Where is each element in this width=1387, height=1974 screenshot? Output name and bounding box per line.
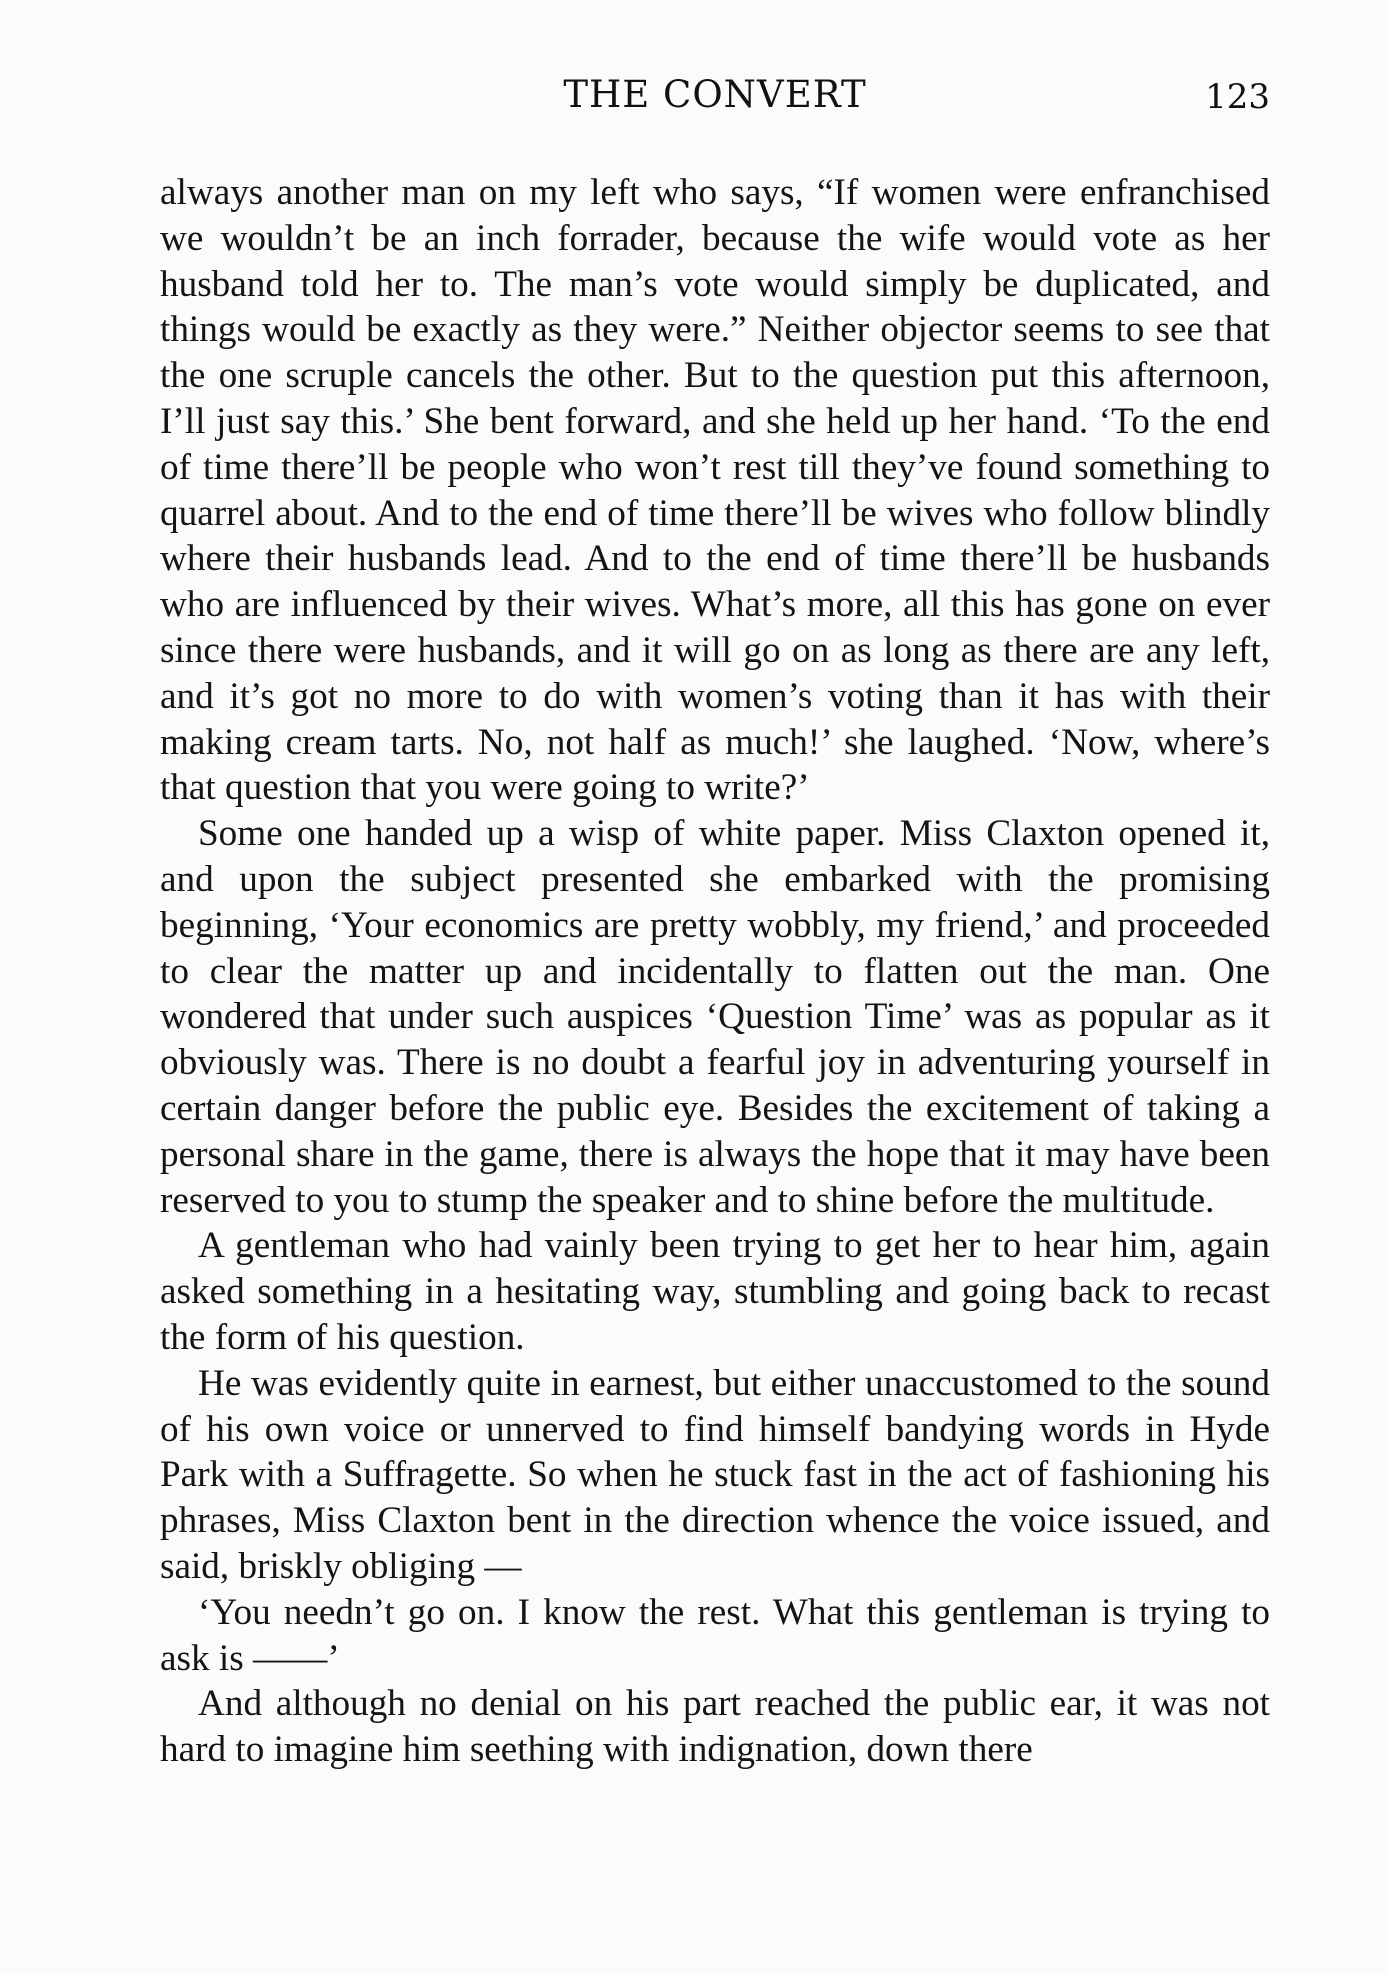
- paragraph-continued: always another man on my left who says, “If women were enfranchised we wouldn’t be an inch forrader, because the wife would vote as her husband told her to. The man’s vote would simply be duplicated, and things would be exactly as they were.” Neither objector seems to see that the one scruple cancels the other. But to the question put this afternoon, I’ll just say this.’ She bent forward, and she held up her hand. ‘To the end of time there’ll be people who won’t rest till they’ve found something to quarrel about. And to the end of time there’ll be wives who follow blindly where their husbands lead. And to the end of time there’ll be husbands who are influenced by their wives. What’s more, all this has gone on ever since there were husbands, and it will go on as long as there are any left, and it’s got no more to do with women’s voting than it has with their making cream tarts. No, not half as much!’ she laughed. ‘Now, where’s that question that you were going to write?’: [160, 172, 1270, 809]
- body-text: [160, 170, 1270, 1773]
- paragraph-no-denial: And although no denial on his part reached the public ear, it was not hard to imagine him seething with indignation, down there: [160, 1683, 1270, 1771]
- paragraph-wisp-of-paper: Some one handed up a wisp of white paper. Miss Claxton opened it, and upon the subject presented she embarked with the promising beginning, ‘Your economics are pretty wobbly, my friend,’ and proceeded to clear the matter up and incidentally to flatten out the man. One wondered that under such auspices ‘Question Time’ was as popular as it obviously was. There is no doubt a fearful joy in adventuring yourself in certain danger before the public eye. Besides the excitement of taking a personal share in the game, there is always the hope that it may have been reserved to you to stump the speaker and to shine before the multitude.: [160, 813, 1270, 1221]
- paragraph-earnest: He was evidently quite in earnest, but either unaccustomed to the sound of his own voice or unnerved to find himself bandying words in Hyde Park with a Suffragette. So when he stuck fast in the act of fashioning his phrases, Miss Claxton bent in the direction whence the voice issued, and said, briskly obliging —: [160, 1362, 1270, 1587]
- paragraph-dialogue: ‘You needn’t go on. I know the rest. What this gentleman is trying to ask is ——’: [160, 1591, 1270, 1679]
- running-head: [160, 70, 1270, 120]
- paragraph-gentleman-question: A gentleman who had vainly been trying to get her to hear him, again asked something in a hesitating way, stumbling and going back to recast the form of his question.: [160, 1225, 1270, 1358]
- running-title: THE CONVERT: [563, 73, 867, 116]
- page-number: 123: [1205, 77, 1270, 117]
